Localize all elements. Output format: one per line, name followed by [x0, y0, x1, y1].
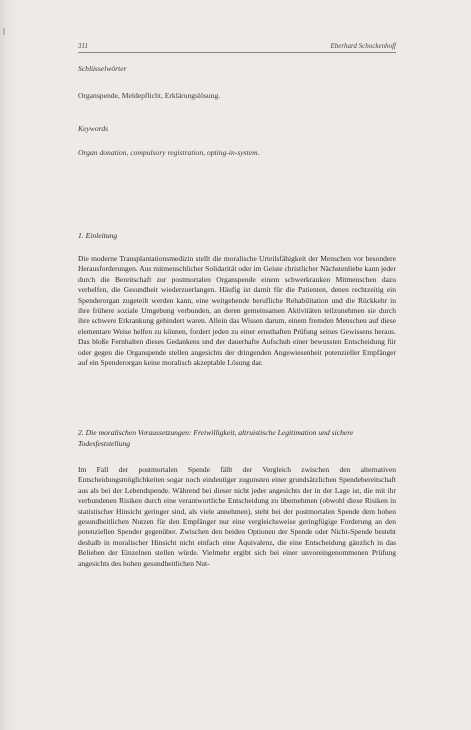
keywords-en-label: Keywords — [78, 124, 109, 133]
binding-mark — [3, 28, 5, 35]
running-author: Eberhard Schockenhoff — [330, 42, 396, 50]
running-header — [78, 42, 396, 50]
page-number: 311 — [78, 42, 88, 50]
section-2-paragraph: Im Fall der postmortalen Spende fällt der Vergleich zwischen den alternativen Entscheidungsmöglichkeiten sogar noch eindeutiger zugunsten einer grundsätzlichen Spendebereitschaft aus als bei der Lebendspende. Während bei dieser nicht jeder angesichts der in der Lage ist, die mit ihr verbundenen Risiken durch eine verantwortliche Entscheidung zu übernehmen (obwohl diese Risiken in statistischer Hinsicht geringer sind, als viele annehmen), steht bei der postmortalen Spende dem hohen gesundheitlichen Nutzen für den Empfänger nur eine vergleichsweise geringfügige Forderung an den potenziellen Spender gegenüber. Zwischen den beiden Optionen der Spende oder Nicht-Spende besteht deshalb in moralischer Hinsicht nicht einfach eine Äquivalenz, die eine Entscheidung gänzlich in das Belieben der Einzelnen stellen würde. Vielmehr ergibt sich bei einer unvoreingenommenen Prüfung angesichts des hohen gesundheitlichen Nut- — [78, 465, 396, 568]
header-rule — [78, 52, 396, 53]
section-1-heading: 1. Einleitung — [78, 231, 118, 240]
keywords-de-label: Schlüsselwörter — [78, 64, 127, 73]
section-2-heading: 2. Die moralischen Voraussetzungen: Freiwilligkeit, altruistische Legitimation und sichere Todesfeststellung — [78, 428, 354, 448]
keywords-en-text: Organ donation, compulsory registration, opting-in-system. — [78, 148, 260, 157]
section-1-paragraph: Die moderne Transplantationsmedizin stellt die moralische Urteilsfähigkeit der Menschen vor besondere Herausforderungen. Aus mitmenschlicher Solidarität oder im Geiste christlicher Nächstenliebe kann jeder durch die Bereitschaft zur postmortalen Organspende einem schwerkranken Mitmenschen dazu verhelfen, die Gesundheit wiederzuerlangen. Häufig ist damit für die Patienten, denen rechtzeitig ein Spenderorgan zugeteilt werden kann, eine weitgehende berufliche Rehabilitation und die Rückkehr in ihre frühere soziale Umgebung verbunden, an deren gemeinsamen Aktivitäten teilzunehmen sie durch ihre schwere Erkrankung gehindert waren. Allein das Wissen darum, einem fremden Menschen auf diese elementare Weise helfen zu können, fordert jeden zu einer ernsthaften Prüfung seines Gewissens heraus. Das bloße Fernhalten dieses Gedankens und der dauerhafte Aufschub einer bewussten Entscheidung für oder gegen die Organspende stellen angesichts der dringenden Angewiesenheit potenzieller Empfänger auf ein Spenderorgan keine moralisch akzeptable Lösung dar. — [78, 254, 396, 368]
keywords-de-text: Organspende, Meldepflicht, Erklärungslösung. — [78, 91, 221, 100]
